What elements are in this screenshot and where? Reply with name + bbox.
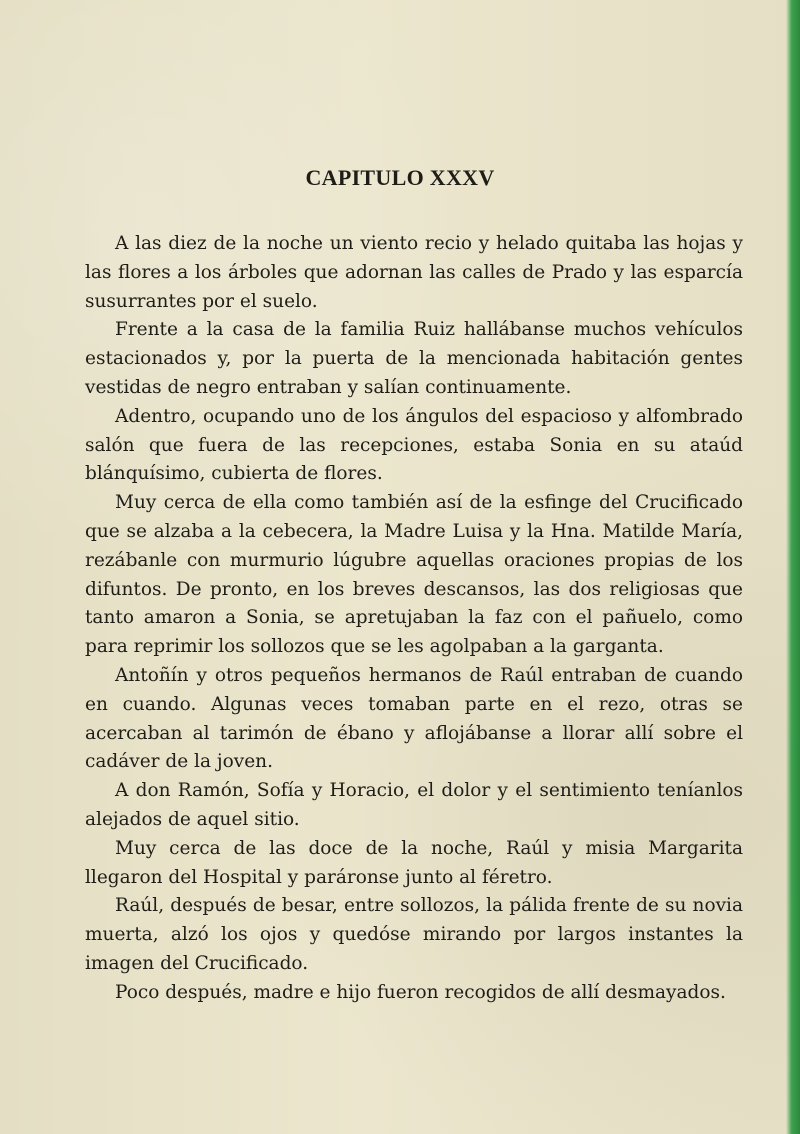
paragraph-8: Raúl, después de besar, entre sollozos, la pálida frente de su novia muerta, alzó los ojos y quedóse mirando por largos instantes la imagen del Crucificado.: [85, 895, 743, 974]
paragraph-4: Muy cerca de ella como también así de la esfinge del Crucificado que se alzaba a la cebecera, la Madre Luisa y la Hna. Matilde María, rezábanle con murmurio lúgubre aquellas oraciones propias de los difuntos. De pronto, en los breves descansos, las dos religiosas que tanto amaron a Sonia, se apretujaban la faz con el pañuelo, como para reprimir los sollozos que se les agolpaban a la garganta.: [85, 492, 743, 658]
paragraph-6: A don Ramón, Sofía y Horacio, el dolor y el sentimiento teníanlos alejados de aquel sitio.: [85, 780, 743, 830]
paragraph-3: Adentro, ocupando uno de los ángulos del espacioso y alfombrado salón que fuera de las recepciones, estaba Sonia en su ataúd blánquísimo, cubierta de flores.: [85, 405, 743, 485]
paragraph-9: Poco después, madre e hijo fueron recogidos de allí desmayados.: [115, 981, 726, 1003]
paragraph-1: A las diez de la noche un viento recio y helado quitaba las hojas y las flores a los árboles que adornan las calles de Prado y las esparcía susurrantes por el suelo.: [85, 233, 743, 312]
chapter-text: [85, 230, 743, 1008]
paragraph-2: Frente a la casa de la familia Ruiz hallábanse muchos vehículos estacionados y, por la puerta de la mencionada habitación gentes vestidas de negro entraban y salían continuamente.: [85, 319, 743, 398]
paragraph-5: Antoñín y otros pequeños hermanos de Raúl entraban de cuando en cuando. Algunas veces tomaban parte en el rezo, otras se acercaban al tarimón de ébano y aflojábanse a llorar allí sobre el cadáver de la joven.: [85, 664, 743, 773]
paragraph-7: Muy cerca de las doce de la noche, Raúl y misia Margarita llegaron del Hospital y paráronse junto al féretro.: [85, 837, 743, 888]
chapter-title: CAPITULO XXXV: [305, 165, 495, 190]
